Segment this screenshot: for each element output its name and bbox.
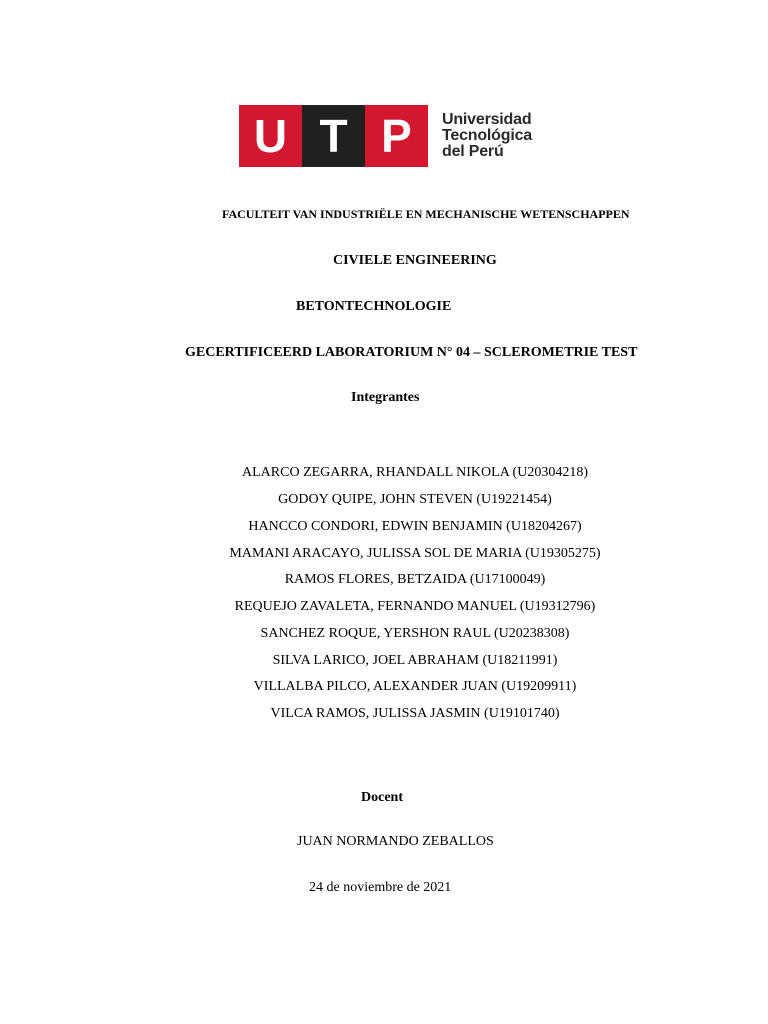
member-item: RAMOS FLORES, BETZAIDA (U17100049) xyxy=(284,572,546,587)
teacher-heading: Docent xyxy=(361,790,403,805)
logo-name-line-1: Universidad xyxy=(442,111,532,128)
logo-university-name xyxy=(442,112,532,160)
member-item: REQUEJO ZAVALETA, FERNANDO MANUEL (U19312796) xyxy=(234,599,596,614)
member-item: ALARCO ZEGARRA, RHANDALL NIKOLA (U20304218) xyxy=(242,465,588,480)
teacher-name: JUAN NORMANDO ZEBALLOS xyxy=(297,834,494,849)
report-title: GECERTIFICEERD LABORATORIUM N° 04 – SCLEROMETRIE TEST xyxy=(185,345,638,360)
members-heading: Integrantes xyxy=(351,390,420,405)
member-item: VILCA RAMOS, JULISSA JASMIN (U19101740) xyxy=(270,706,560,721)
logo-name-line-3: del Perú xyxy=(442,143,504,160)
program-title: CIVIELE ENGINEERING xyxy=(333,253,497,268)
member-item: VILLALBA PILCO, ALEXANDER JUAN (U19209911) xyxy=(253,679,577,694)
member-item: HANCCO CONDORI, EDWIN BENJAMIN (U18204267) xyxy=(248,519,582,534)
logo-letter-t: T xyxy=(302,105,365,167)
utp-logo xyxy=(239,105,532,167)
member-item: SANCHEZ ROQUE, YERSHON RAUL (U20238308) xyxy=(260,626,570,641)
course-title: BETONTECHNOLOGIE xyxy=(296,299,452,314)
member-item: GODOY QUIPE, JOHN STEVEN (U19221454) xyxy=(278,492,552,507)
document-date: 24 de noviembre de 2021 xyxy=(309,880,452,895)
faculty-title: FACULTEIT VAN INDUSTRIËLE EN MECHANISCHE WETENSCHAPPEN xyxy=(222,207,630,221)
logo-letter-p: P xyxy=(365,105,428,167)
member-item: MAMANI ARACAYO, JULISSA SOL DE MARIA (U19305275) xyxy=(229,546,601,561)
logo-letter-u: U xyxy=(239,105,302,167)
member-item: SILVA LARICO, JOEL ABRAHAM (U18211991) xyxy=(272,653,558,668)
logo-name-line-2: Tecnológica xyxy=(442,127,532,144)
